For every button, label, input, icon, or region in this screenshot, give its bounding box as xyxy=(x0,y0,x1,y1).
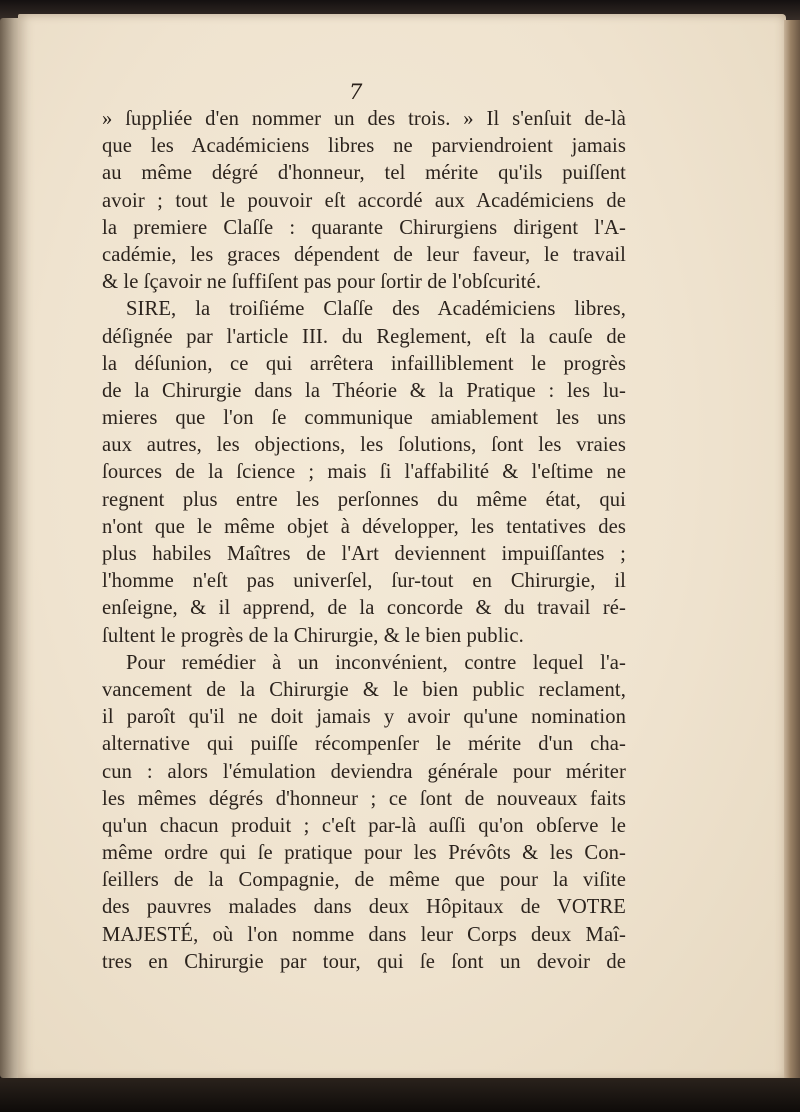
text-line: avoir ; tout le pouvoir eſt accordé aux Académiciens de xyxy=(102,189,626,212)
text-line: regnent plus entre les perſonnes du même état, qui xyxy=(102,488,626,511)
text-line: SIRE, la troiſiéme Claſſe des Académiciens libres, xyxy=(126,298,626,321)
text-line: & le ſçavoir ne ſuffiſent pas pour ſortir de l'obſcurité. xyxy=(102,271,542,294)
page-right-edge xyxy=(784,20,800,1080)
text-line: il paroît qu'il ne doit jamais y avoir qu'une nomination xyxy=(102,706,626,729)
text-line: l'homme n'eſt pas univerſel, ſur-tout en Chirurgie, il xyxy=(102,570,626,593)
text-line: de la Chirurgie dans la Théorie & la Pratique : les lu- xyxy=(102,379,626,402)
text-line: mieres que l'on ſe communique amiablement les uns xyxy=(102,407,626,430)
text-line: ſeillers de la Compagnie, de même que pour la viſite xyxy=(102,869,626,892)
text-line: enſeigne, & il apprend, de la concorde & du travail ré- xyxy=(102,597,626,620)
text-line: des pauvres malades dans deux Hôpitaux de VOTRE xyxy=(102,896,626,919)
text-line: cun : alors l'émulation deviendra générale pour mériter xyxy=(102,760,626,783)
text-line: plus habiles Maîtres de l'Art deviennent impuiſſantes ; xyxy=(102,543,626,565)
text-line: n'ont que le même objet à développer, les tentatives des xyxy=(102,515,626,538)
text-line: ſources de la ſcience ; mais ſi l'affabilité & l'eſtime ne xyxy=(102,461,626,484)
text-line: la premiere Claſſe : quarante Chirurgiens dirigent l'A- xyxy=(102,216,626,239)
text-line: ſultent le progrès de la Chirurgie, & le bien public. xyxy=(102,624,524,647)
text-line: vancement de la Chirurgie & le bien public reclament, xyxy=(102,678,626,701)
body-text xyxy=(102,106,626,976)
scan-bottom-border xyxy=(0,1078,800,1112)
text-line: même ordre qui ſe pratique pour les Prévôts & les Con- xyxy=(102,842,626,865)
text-line: la déſunion, ce qui arrêtera infailliblement le progrès xyxy=(102,352,626,375)
text-line: alternative qui puiſſe récompenſer le mérite d'un cha- xyxy=(102,733,626,756)
text-line: tres en Chirurgie par tour, qui ſe ſont un devoir de xyxy=(102,950,626,973)
text-line: aux autres, les objections, les ſolutions, ſont les vraies xyxy=(102,434,626,457)
text-line: que les Académiciens libres ne parviendroient jamais xyxy=(102,135,626,158)
text-line: MAJESTÉ, où l'on nomme dans leur Corps deux Maî- xyxy=(102,923,626,946)
page-left-edge xyxy=(0,18,20,1078)
text-line: déſignée par l'article III. du Reglement, eſt la cauſe de xyxy=(102,325,626,348)
text-line: cadémie, les graces dépendent de leur faveur, le travail xyxy=(102,243,626,266)
text-line: » ſuppliée d'en nommer un des trois. » Il s'enſuit de-là xyxy=(102,108,626,130)
text-line: les mêmes dégrés d'honneur ; ce ſont de nouveaux faits xyxy=(102,787,626,810)
page-number: 7 xyxy=(349,80,363,104)
text-line: Pour remédier à un inconvénient, contre lequel l'a- xyxy=(126,651,626,674)
text-line: qu'un chacun produit ; c'eſt par-là auſſi qu'on obſerve le xyxy=(102,814,626,837)
text-line: au même dégré d'honneur, tel mérite qu'ils puiſſent xyxy=(102,162,626,185)
